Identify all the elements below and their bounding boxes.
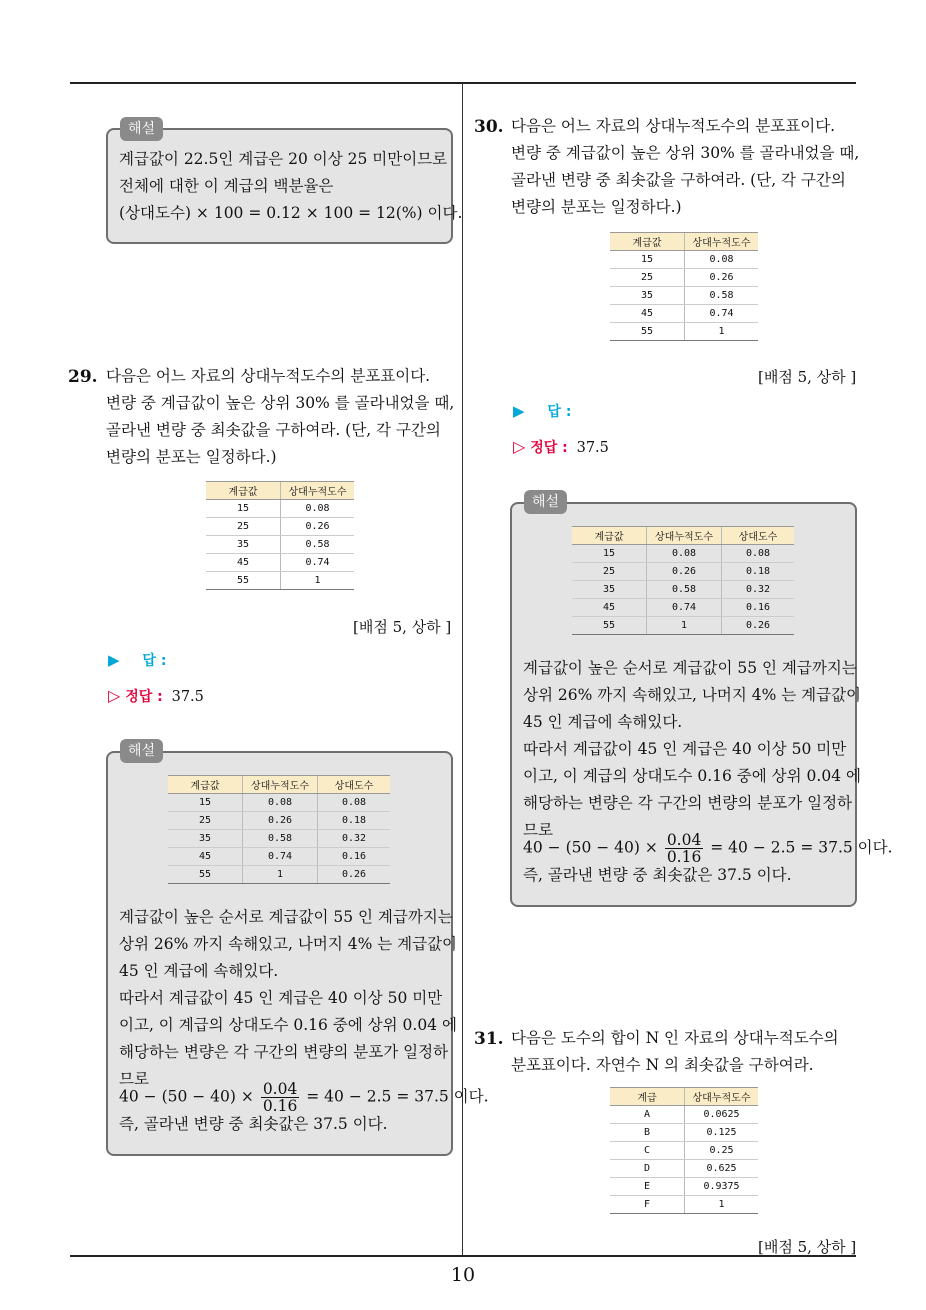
table-cell: 0.26 bbox=[281, 518, 355, 536]
solution-line: 전체에 대한 이 계급의 백분율은 bbox=[119, 177, 334, 195]
table-row bbox=[572, 617, 794, 635]
answer-label: 답 : bbox=[547, 404, 572, 420]
question-line: 다음은 어느 자료의 상대누적도수의 분포표이다. bbox=[106, 367, 431, 385]
table-row bbox=[572, 581, 794, 599]
table-cell: F bbox=[610, 1196, 685, 1214]
solution-tag: 해설 bbox=[120, 117, 163, 141]
question-29-score: [배점 5, 상하 ] bbox=[353, 618, 452, 636]
solution-line: 계급값이 높은 순서로 계급값이 55 인 계급까지는 bbox=[523, 659, 857, 677]
table-cell: 1 bbox=[647, 617, 722, 635]
table-cell: 55 bbox=[168, 866, 243, 884]
table-header: 상대누적도수 bbox=[647, 527, 722, 545]
table-row bbox=[168, 794, 390, 812]
table-row bbox=[206, 500, 354, 518]
fraction bbox=[665, 832, 704, 865]
question-line: 다음은 도수의 합이 N 인 자료의 상대누적도수의 bbox=[511, 1029, 839, 1047]
table-header: 계급값 bbox=[572, 527, 647, 545]
question-number-29: 29. bbox=[68, 367, 98, 387]
table-cell: 0.18 bbox=[318, 812, 391, 830]
table-row bbox=[610, 1178, 758, 1196]
table-header: 계급값 bbox=[168, 776, 243, 794]
table-cell: 55 bbox=[206, 572, 281, 590]
table-cell: 0.74 bbox=[243, 848, 318, 866]
table-cell: 0.26 bbox=[722, 617, 795, 635]
table-cell: 0.74 bbox=[685, 305, 759, 323]
correct-answer-value: 37.5 bbox=[576, 440, 609, 456]
question-31-text bbox=[511, 1025, 839, 1079]
table-row bbox=[168, 812, 390, 830]
table-cell: 55 bbox=[572, 617, 647, 635]
table-cell: 25 bbox=[572, 563, 647, 581]
table-row bbox=[206, 518, 354, 536]
solution-28-text bbox=[119, 146, 462, 227]
question-line: 다음은 어느 자료의 상대누적도수의 분포표이다. bbox=[511, 117, 836, 135]
table-cell: 1 bbox=[685, 323, 759, 341]
table-cell: 0.0625 bbox=[685, 1106, 759, 1124]
solution-29-text bbox=[119, 904, 457, 1093]
fraction-numerator: 0.04 bbox=[666, 831, 702, 849]
question-30-score: [배점 5, 상하 ] bbox=[758, 368, 857, 386]
table-cell: 0.58 bbox=[685, 287, 759, 305]
solution-line: 므로 bbox=[523, 821, 553, 839]
fraction bbox=[261, 1081, 300, 1114]
formula-right: = 40 − 2.5 = 37.5 이다. bbox=[306, 1087, 489, 1106]
answer-arrow-icon: ▶ bbox=[513, 402, 525, 420]
table-cell: 1 bbox=[243, 866, 318, 884]
solution-30-conclusion: 즉, 골라낸 변량 중 최솟값은 37.5 이다. bbox=[523, 866, 792, 884]
table-cell: 45 bbox=[572, 599, 647, 617]
table-cell: 0.58 bbox=[243, 830, 318, 848]
table-row bbox=[572, 599, 794, 617]
question-line: 변량의 분포는 일정하다.) bbox=[511, 198, 682, 216]
table-cell: 45 bbox=[168, 848, 243, 866]
table-row bbox=[572, 545, 794, 563]
question-31-table bbox=[610, 1087, 758, 1214]
table-row bbox=[206, 572, 354, 590]
page-number: 10 bbox=[450, 1264, 476, 1286]
table-row bbox=[168, 866, 390, 884]
table-row bbox=[610, 287, 758, 305]
table-header: 상대누적도수 bbox=[685, 233, 759, 251]
table-header: 계급값 bbox=[610, 233, 685, 251]
table-cell: 0.26 bbox=[647, 563, 722, 581]
solution-line: 45 인 계급에 속해있다. bbox=[523, 713, 683, 731]
correct-arrow-icon: ▷ bbox=[108, 686, 121, 705]
solution-line: 해당하는 변량은 각 구간의 변량의 분포가 일정하 bbox=[523, 794, 853, 812]
table-row bbox=[610, 1196, 758, 1214]
bottom-rule bbox=[70, 1255, 856, 1257]
table-cell: 0.08 bbox=[722, 545, 795, 563]
solution-line: 상위 26% 까지 속해있고, 나머지 4% 는 계급값이 bbox=[523, 686, 862, 704]
answer-line-30 bbox=[513, 401, 571, 421]
solution-line: 45 인 계급에 속해있다. bbox=[119, 962, 279, 980]
table-cell: B bbox=[610, 1124, 685, 1142]
table-cell: 0.16 bbox=[318, 848, 391, 866]
table-cell: 25 bbox=[206, 518, 281, 536]
answer-arrow-icon: ▶ bbox=[108, 651, 120, 669]
solution-30-formula bbox=[523, 832, 893, 865]
correct-label: 정답 : bbox=[125, 689, 163, 705]
table-cell: 15 bbox=[572, 545, 647, 563]
table-cell: 15 bbox=[206, 500, 281, 518]
table-cell: 0.26 bbox=[243, 812, 318, 830]
table-header: 상대도수 bbox=[318, 776, 391, 794]
answer-line-29 bbox=[108, 650, 166, 670]
table-header: 계급 bbox=[610, 1088, 685, 1106]
solution-30-text bbox=[523, 655, 861, 844]
table-cell: 0.625 bbox=[685, 1160, 759, 1178]
solution-line: 이고, 이 계급의 상대도수 0.16 중에 상위 0.04 에 bbox=[523, 767, 861, 785]
table-cell: E bbox=[610, 1178, 685, 1196]
table-cell: 25 bbox=[610, 269, 685, 287]
table-cell: 0.32 bbox=[318, 830, 391, 848]
table-row bbox=[610, 1160, 758, 1178]
table-cell: 1 bbox=[281, 572, 355, 590]
correct-answer-29 bbox=[108, 686, 204, 706]
question-29-text bbox=[106, 363, 454, 471]
formula-right: = 40 − 2.5 = 37.5 이다. bbox=[710, 838, 893, 857]
table-cell: 0.26 bbox=[685, 269, 759, 287]
table-header: 계급값 bbox=[206, 482, 281, 500]
table-row bbox=[610, 251, 758, 269]
table-cell: 0.08 bbox=[281, 500, 355, 518]
solution-tag: 해설 bbox=[524, 490, 567, 514]
table-cell: 0.125 bbox=[685, 1124, 759, 1142]
table-row bbox=[572, 563, 794, 581]
solution-29-formula bbox=[119, 1081, 489, 1114]
top-rule bbox=[70, 82, 856, 84]
table-header: 상대도수 bbox=[722, 527, 795, 545]
table-cell: 35 bbox=[168, 830, 243, 848]
table-cell: 0.32 bbox=[722, 581, 795, 599]
question-line: 변량 중 계급값이 높은 상위 30% 를 골라내었을 때, bbox=[511, 144, 860, 162]
question-line: 변량 중 계급값이 높은 상위 30% 를 골라내었을 때, bbox=[106, 394, 455, 412]
table-cell: 0.58 bbox=[281, 536, 355, 554]
solution-line: (상대도수) × 100 = 0.12 × 100 = 12(%) 이다. bbox=[119, 204, 463, 222]
question-29-table bbox=[206, 481, 354, 590]
table-cell: 0.25 bbox=[685, 1142, 759, 1160]
table-cell: 15 bbox=[610, 251, 685, 269]
table-cell: 0.58 bbox=[647, 581, 722, 599]
answer-label: 답 : bbox=[142, 653, 167, 669]
question-number-30: 30. bbox=[474, 117, 504, 137]
table-row bbox=[610, 269, 758, 287]
table-cell: 1 bbox=[685, 1196, 759, 1214]
solution-line: 계급값이 22.5인 계급은 20 이상 25 미만이므로 bbox=[119, 150, 448, 168]
question-31-score: [배점 5, 상하 ] bbox=[758, 1238, 857, 1256]
question-30-table bbox=[610, 232, 758, 341]
table-cell: 55 bbox=[610, 323, 685, 341]
table-row bbox=[610, 1124, 758, 1142]
solution-29-table bbox=[168, 775, 390, 884]
table-cell: 35 bbox=[610, 287, 685, 305]
question-line: 골라낸 변량 중 최솟값을 구하여라. (단, 각 구간의 bbox=[511, 171, 846, 189]
solution-line: 이고, 이 계급의 상대도수 0.16 중에 상위 0.04 에 bbox=[119, 1016, 457, 1034]
solution-line: 해당하는 변량은 각 구간의 변량의 분포가 일정하 bbox=[119, 1043, 449, 1061]
table-header: 상대누적도수 bbox=[281, 482, 355, 500]
table-row bbox=[168, 848, 390, 866]
table-cell: 15 bbox=[168, 794, 243, 812]
solution-line: 계급값이 높은 순서로 계급값이 55 인 계급까지는 bbox=[119, 908, 453, 926]
solution-line: 상위 26% 까지 속해있고, 나머지 4% 는 계급값이 bbox=[119, 935, 458, 953]
solution-tag: 해설 bbox=[120, 739, 163, 763]
table-row bbox=[168, 830, 390, 848]
question-30-text bbox=[511, 113, 859, 221]
correct-label: 정답 : bbox=[530, 440, 568, 456]
solution-line: 므로 bbox=[119, 1070, 149, 1088]
table-row bbox=[610, 1142, 758, 1160]
table-cell: 0.08 bbox=[318, 794, 391, 812]
table-cell: 45 bbox=[610, 305, 685, 323]
table-cell: 35 bbox=[572, 581, 647, 599]
question-line: 변량의 분포는 일정하다.) bbox=[106, 448, 277, 466]
solution-30-table bbox=[572, 526, 794, 635]
table-cell: A bbox=[610, 1106, 685, 1124]
table-cell: 0.26 bbox=[318, 866, 391, 884]
table-cell: C bbox=[610, 1142, 685, 1160]
table-cell: D bbox=[610, 1160, 685, 1178]
table-cell: 0.08 bbox=[685, 251, 759, 269]
table-header: 상대누적도수 bbox=[243, 776, 318, 794]
table-cell: 0.16 bbox=[722, 599, 795, 617]
table-row bbox=[610, 1106, 758, 1124]
fraction-numerator: 0.04 bbox=[262, 1080, 298, 1098]
table-row bbox=[610, 305, 758, 323]
fraction-denominator: 0.16 bbox=[666, 848, 702, 866]
solution-29-conclusion: 즉, 골라낸 변량 중 최솟값은 37.5 이다. bbox=[119, 1115, 388, 1133]
question-line: 분포표이다. 자연수 N 의 최솟값을 구하여라. bbox=[511, 1056, 814, 1074]
solution-line: 따라서 계급값이 45 인 계급은 40 이상 50 미만 bbox=[523, 740, 847, 758]
correct-arrow-icon: ▷ bbox=[513, 437, 526, 456]
table-cell: 0.74 bbox=[647, 599, 722, 617]
table-cell: 0.08 bbox=[647, 545, 722, 563]
question-line: 골라낸 변량 중 최솟값을 구하여라. (단, 각 구간의 bbox=[106, 421, 441, 439]
table-cell: 25 bbox=[168, 812, 243, 830]
correct-answer-30 bbox=[513, 437, 609, 457]
table-row bbox=[206, 554, 354, 572]
fraction-denominator: 0.16 bbox=[262, 1097, 298, 1115]
table-cell: 45 bbox=[206, 554, 281, 572]
table-row bbox=[206, 536, 354, 554]
formula-left: 40 − (50 − 40) × bbox=[523, 838, 658, 857]
table-header: 상대누적도수 bbox=[685, 1088, 759, 1106]
table-cell: 0.08 bbox=[243, 794, 318, 812]
solution-line: 따라서 계급값이 45 인 계급은 40 이상 50 미만 bbox=[119, 989, 443, 1007]
question-number-31: 31. bbox=[474, 1029, 504, 1049]
table-cell: 0.18 bbox=[722, 563, 795, 581]
table-cell: 35 bbox=[206, 536, 281, 554]
formula-left: 40 − (50 − 40) × bbox=[119, 1087, 254, 1106]
table-cell: 0.74 bbox=[281, 554, 355, 572]
correct-answer-value: 37.5 bbox=[171, 689, 204, 705]
table-cell: 0.9375 bbox=[685, 1178, 759, 1196]
table-row bbox=[610, 323, 758, 341]
